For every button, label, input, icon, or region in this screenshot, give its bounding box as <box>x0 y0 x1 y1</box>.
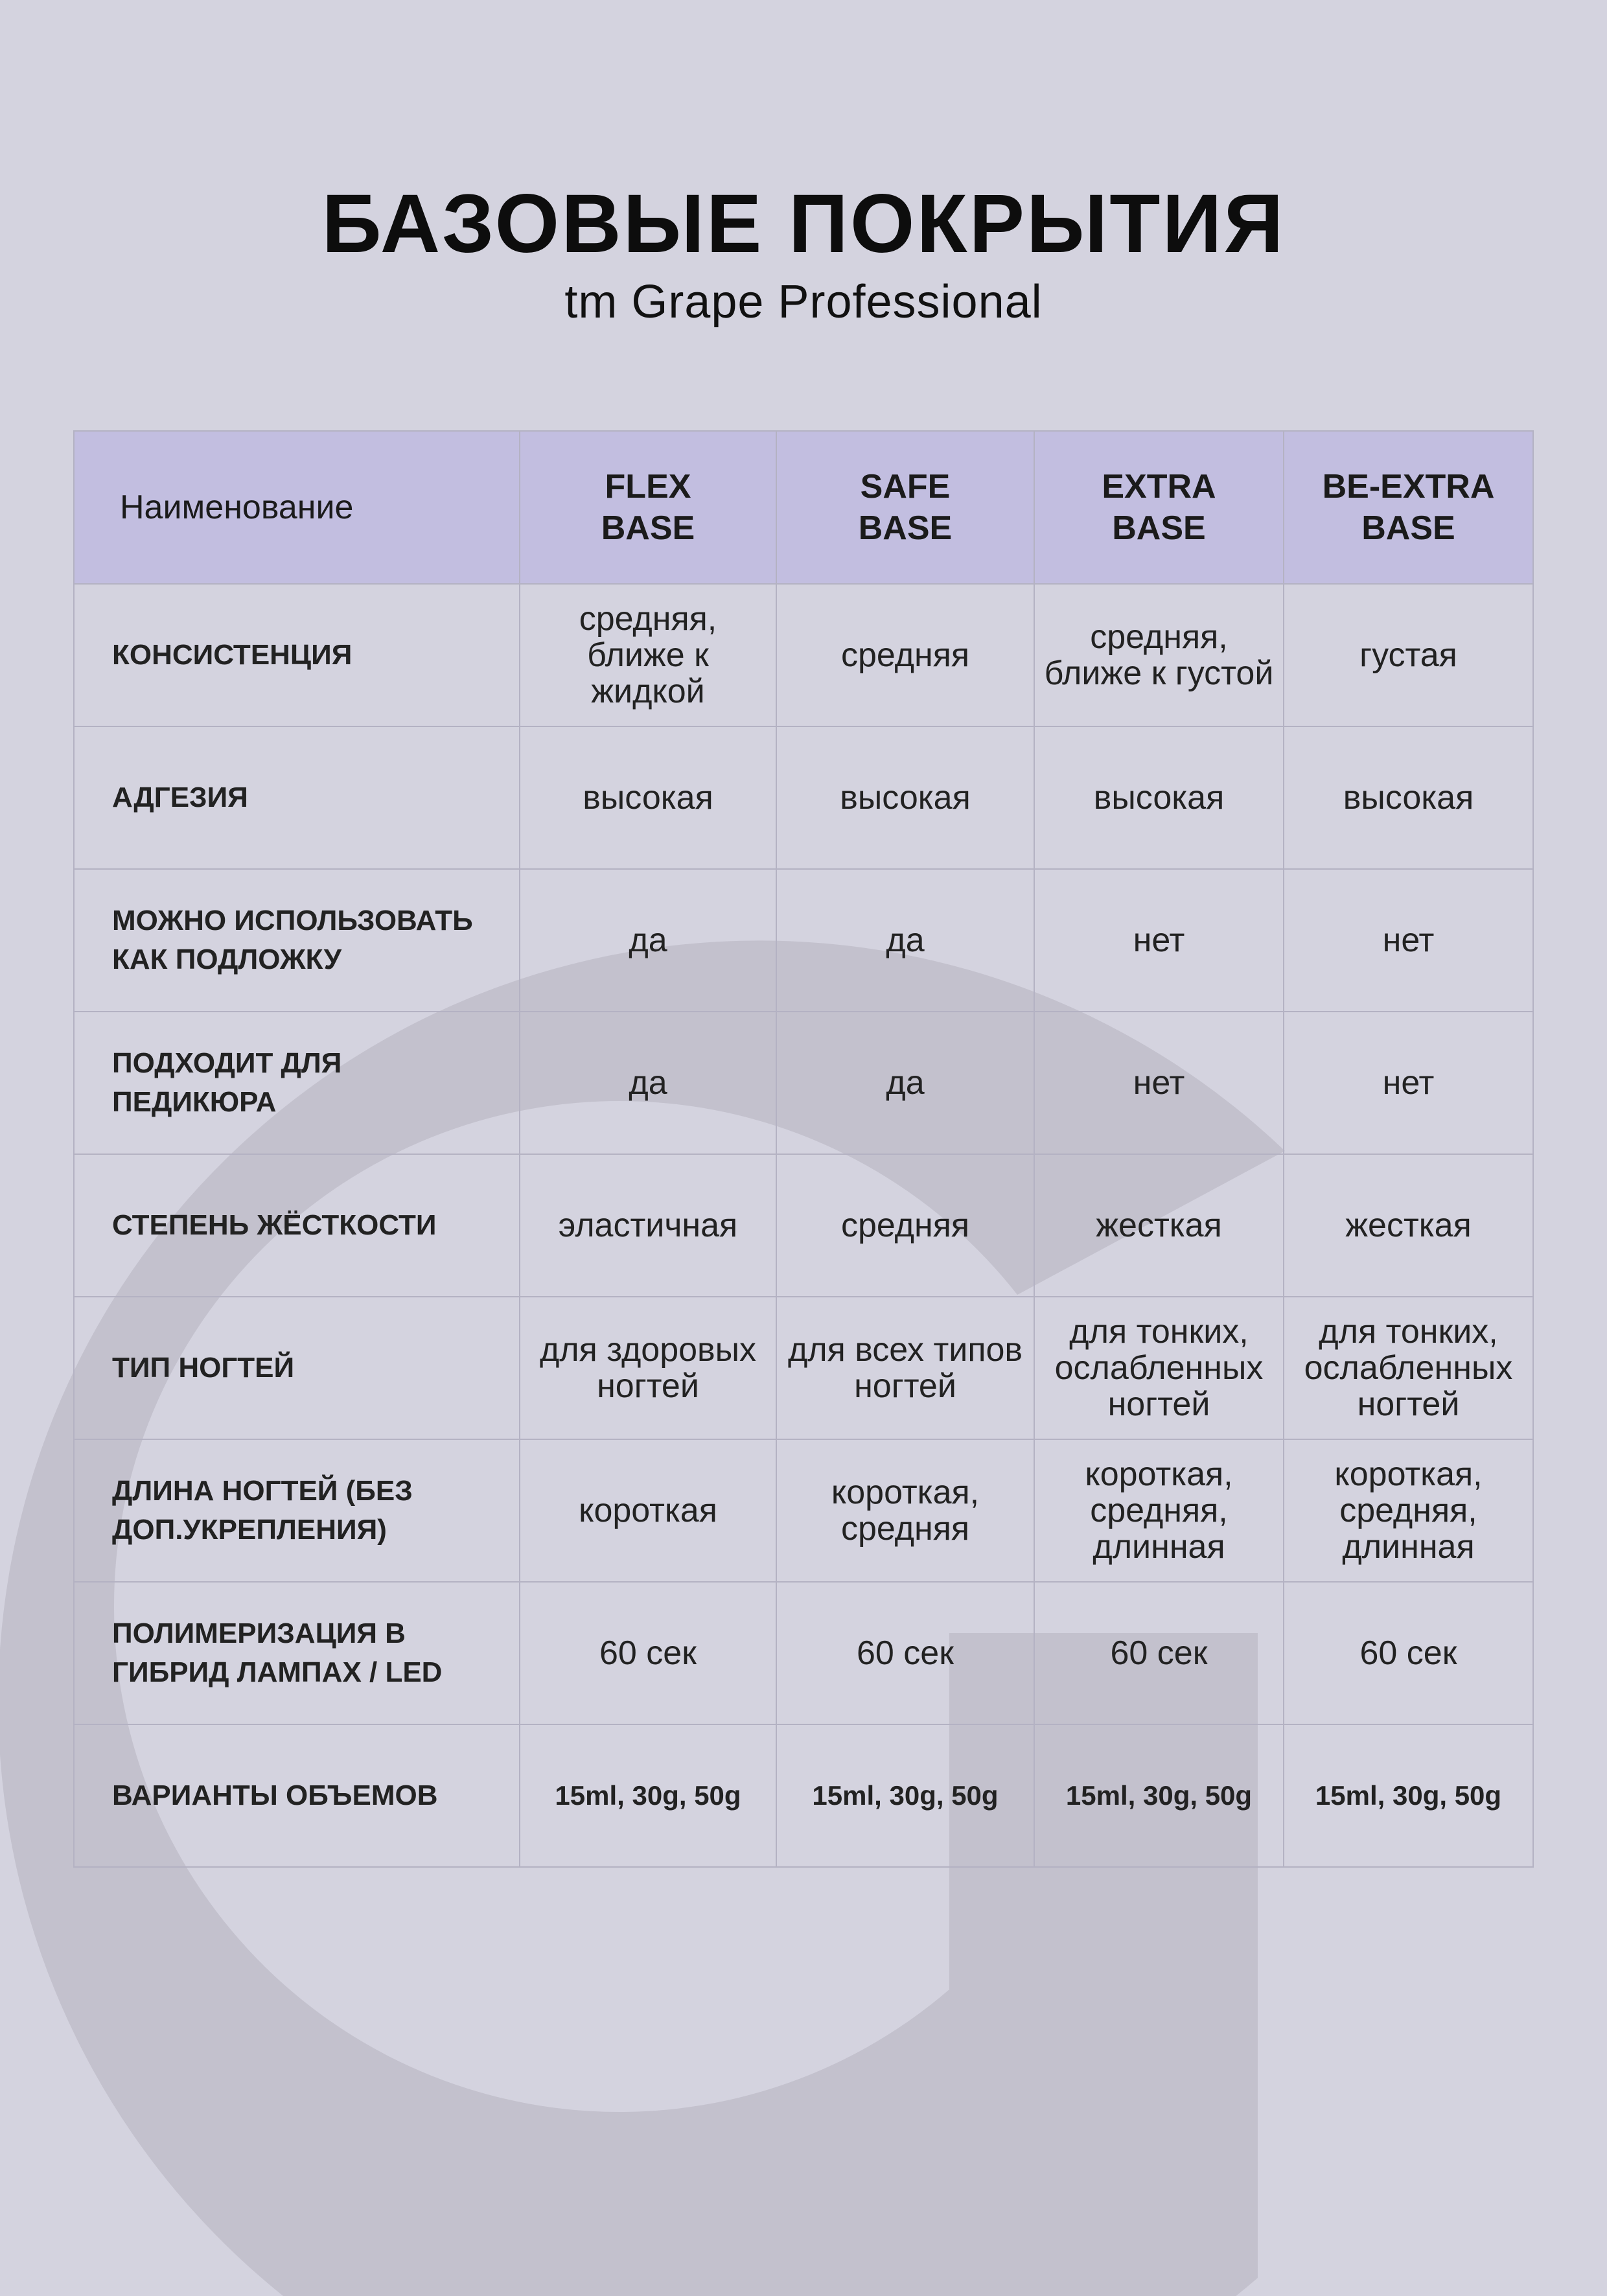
table-cell: для всех типов ногтей <box>776 1297 1034 1439</box>
table-cell: для тонких, ослабленных ногтей <box>1034 1297 1284 1439</box>
page-title: БАЗОВЫЕ ПОКРЫТИЯ <box>321 178 1286 270</box>
table-cell: короткая <box>520 1439 776 1582</box>
table-cell: высокая <box>520 726 776 869</box>
table-cell: да <box>520 869 776 1012</box>
table-cell: нет <box>1284 869 1533 1012</box>
table-cell: высокая <box>1034 726 1284 869</box>
table-cell: 15ml, 30g, 50g <box>776 1724 1034 1867</box>
table-cell: средняя <box>776 584 1034 726</box>
product-name-line: BASE <box>1112 509 1206 547</box>
table-row-volumes <box>74 1724 1533 1867</box>
product-name-line: BASE <box>858 509 953 547</box>
table-cell: эластичная <box>520 1154 776 1297</box>
product-name-line: BASE <box>601 509 695 547</box>
table-row-consistency <box>74 584 1533 726</box>
row-label: ПОДХОДИТ ДЛЯ ПЕДИКЮРА <box>74 1012 520 1154</box>
table-cell: короткая, средняя, длинная <box>1284 1439 1533 1582</box>
row-label: ПОЛИМЕРИЗАЦИЯ В ГИБРИД ЛАМПАХ / LED <box>74 1582 520 1724</box>
product-name-line: FLEX <box>605 468 691 505</box>
table-cell: густая <box>1284 584 1533 726</box>
table-row-base-layer <box>74 869 1533 1012</box>
table-cell: средняя <box>776 1154 1034 1297</box>
column-header-name: Наименование <box>74 431 520 584</box>
table-row-hardness <box>74 1154 1533 1297</box>
row-label: МОЖНО ИСПОЛЬЗОВАТЬ КАК ПОДЛОЖКУ <box>74 869 520 1012</box>
table-cell: для тонких, ослабленных ногтей <box>1284 1297 1533 1439</box>
table-cell: короткая, средняя <box>776 1439 1034 1582</box>
product-name-line: EXTRA <box>1102 468 1216 505</box>
row-label: АДГЕЗИЯ <box>74 726 520 869</box>
table-cell: да <box>776 1012 1034 1154</box>
table-cell: высокая <box>776 726 1034 869</box>
table-cell: жесткая <box>1284 1154 1533 1297</box>
table-cell: 60 сек <box>776 1582 1034 1724</box>
column-header-flex-base <box>520 431 776 584</box>
table-row-nail-type <box>74 1297 1533 1439</box>
column-header-extra-base <box>1034 431 1284 584</box>
table-header-row <box>74 431 1533 584</box>
table-row-adhesion <box>74 726 1533 869</box>
row-label: ВАРИАНТЫ ОБЪЕМОВ <box>74 1724 520 1867</box>
row-label: СТЕПЕНЬ ЖЁСТКОСТИ <box>74 1154 520 1297</box>
table-cell: короткая, средняя, длинная <box>1034 1439 1284 1582</box>
table-cell: 15ml, 30g, 50g <box>520 1724 776 1867</box>
table-row-pedicure <box>74 1012 1533 1154</box>
row-label: ТИП НОГТЕЙ <box>74 1297 520 1439</box>
table-cell: средняя, ближе к жидкой <box>520 584 776 726</box>
table-cell: 60 сек <box>1284 1582 1533 1724</box>
column-header-safe-base <box>776 431 1034 584</box>
table-cell: 15ml, 30g, 50g <box>1034 1724 1284 1867</box>
product-name-line: BASE <box>1361 509 1455 547</box>
table-cell: высокая <box>1284 726 1533 869</box>
comparison-table <box>73 430 1534 1868</box>
table-cell: нет <box>1034 1012 1284 1154</box>
table-cell: 15ml, 30g, 50g <box>1284 1724 1533 1867</box>
row-label: ДЛИНА НОГТЕЙ (БЕЗ ДОП.УКРЕПЛЕНИЯ) <box>74 1439 520 1582</box>
page-subtitle: tm Grape Professional <box>564 276 1043 328</box>
table-row-curing <box>74 1582 1533 1724</box>
product-name-line: SAFE <box>860 468 951 505</box>
table-cell: жесткая <box>1034 1154 1284 1297</box>
table-cell: да <box>520 1012 776 1154</box>
column-header-be-extra-base <box>1284 431 1533 584</box>
product-name-line: BE-EXTRA <box>1322 468 1495 505</box>
table-row-nail-length <box>74 1439 1533 1582</box>
table-cell: нет <box>1284 1012 1533 1154</box>
row-label: КОНСИСТЕНЦИЯ <box>74 584 520 726</box>
table-cell: да <box>776 869 1034 1012</box>
table-cell: 60 сек <box>520 1582 776 1724</box>
table-cell: 60 сек <box>1034 1582 1284 1724</box>
table-cell: для здоровых ногтей <box>520 1297 776 1439</box>
table-cell: нет <box>1034 869 1284 1012</box>
table-cell: средняя, ближе к густой <box>1034 584 1284 726</box>
